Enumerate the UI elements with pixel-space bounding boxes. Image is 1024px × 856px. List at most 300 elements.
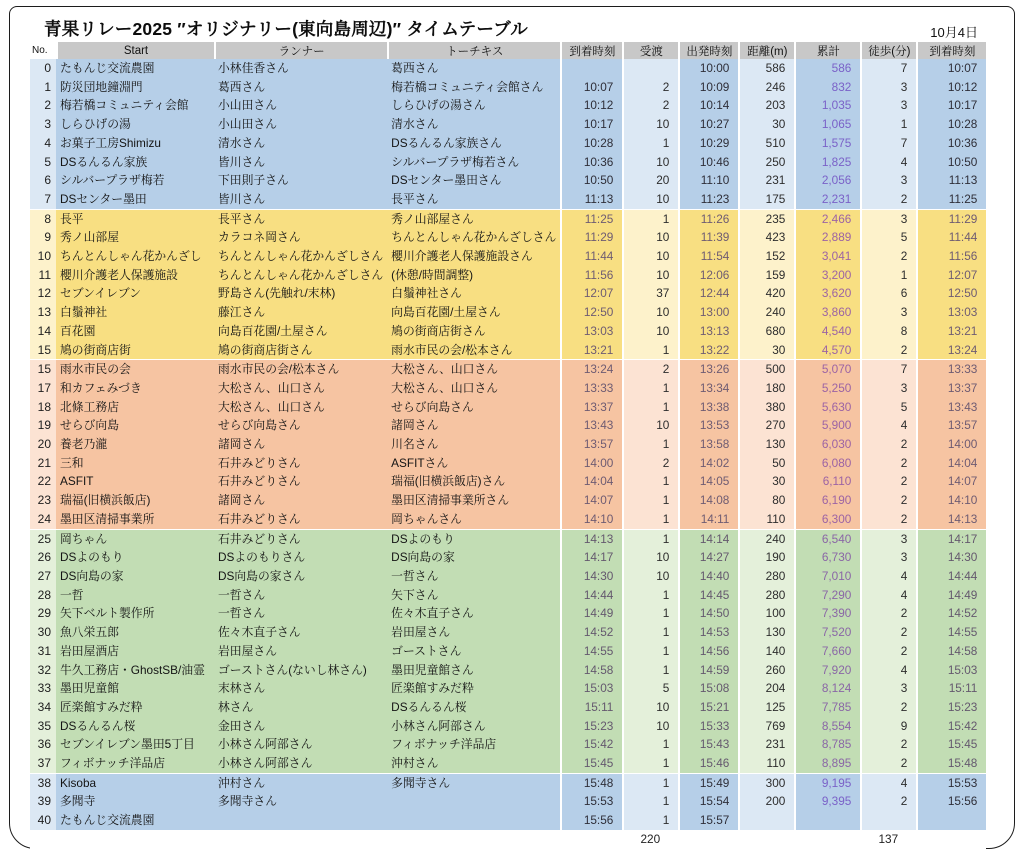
cell-dist: 50 [738,454,794,473]
cell-torch: DSるんるん桜 [387,698,560,717]
cell-handover: 1 [622,754,678,773]
cell-start: 匠楽館すみだ粋 [56,698,214,717]
cell-handover: 10 [622,303,678,322]
cell-walk: 2 [860,604,916,623]
cell-runner: 一哲さん [214,604,387,623]
cell-dist: 100 [738,604,794,623]
cell-arrive2: 11:44 [916,228,986,247]
cell-runner: 佐々木直子さん [214,623,387,642]
cell-arrive2: 15:45 [916,735,986,754]
cell-arrive1: 10:17 [560,115,622,134]
cell-cum: 6,080 [794,454,860,473]
cell-arrive2: 14:04 [916,454,986,473]
cell-torch: 多聞寺さん [387,773,560,793]
table-row [30,341,986,360]
cell-handover: 10 [622,190,678,209]
cell-runner: 皆川さん [214,153,387,172]
cell-torch: 向島百花園/土屋さん [387,303,560,322]
cell-cum: 6,540 [794,529,860,549]
cell-cum: 586 [794,59,860,78]
cell-torch: 墨田区清掃事業所さん [387,491,560,510]
cell-dist: 250 [738,153,794,172]
cell-dist: 420 [738,284,794,303]
cell-depart: 13:22 [678,341,738,360]
cell-start: 櫻川介護老人保護施設 [56,266,214,285]
cell-arrive1: 14:10 [560,510,622,529]
table-row [30,679,986,698]
cell-runner: ゴーストさん(ないし林さん) [214,661,387,680]
cell-depart: 11:54 [678,247,738,266]
table-row [30,322,986,341]
cell-arrive1: 10:28 [560,134,622,153]
cell-arrive1: 14:04 [560,472,622,491]
cell-walk: 3 [860,679,916,698]
cell-walk: 1 [860,115,916,134]
table-row [30,266,986,285]
cell-start: 和カフェみづき [56,379,214,398]
cell-no: 4 [30,134,56,153]
cell-handover [622,59,678,78]
cell-arrive1: 13:43 [560,416,622,435]
cell-start: DSるんるん家族 [56,153,214,172]
cell-start: 多聞寺 [56,792,214,811]
cell-arrive2: 14:58 [916,642,986,661]
cell-arrive2: 15:56 [916,792,986,811]
cell-no: 24 [30,510,56,529]
cell-no: 37 [30,754,56,773]
cell-arrive2: 11:56 [916,247,986,266]
cell-torch: (休憩/時間調整) [387,266,560,285]
cell-dist [738,811,794,830]
cell-depart: 14:27 [678,548,738,567]
cell-dist: 231 [738,171,794,190]
cell-start: 北條工務店 [56,398,214,417]
cell-cum: 2,056 [794,171,860,190]
cell-arrive2: 14:52 [916,604,986,623]
cell-arrive1: 13:03 [560,322,622,341]
cell-arrive2: 15:03 [916,661,986,680]
cell-handover: 10 [622,153,678,172]
cell-depart: 10:00 [678,59,738,78]
cell-cum: 3,860 [794,303,860,322]
cell-arrive1: 15:48 [560,773,622,793]
cell-arrive1: 10:36 [560,153,622,172]
cell-dist: 180 [738,379,794,398]
cell-no: 34 [30,698,56,717]
cell-arrive1: 11:25 [560,209,622,229]
cell-torch: しらひげの湯さん [387,96,560,115]
title-bar [44,16,984,41]
total-empty-cell [678,830,738,849]
cell-start: 矢下ベルト製作所 [56,604,214,623]
cell-no: 38 [30,773,56,793]
cell-arrive2: 12:50 [916,284,986,303]
cell-no: 26 [30,548,56,567]
cell-torch: 雨水市民の会/松本さん [387,341,560,360]
cell-arrive1: 14:00 [560,454,622,473]
cell-walk: 6 [860,284,916,303]
cell-depart: 13:26 [678,359,738,379]
cell-handover: 10 [622,115,678,134]
cell-start: 雨水市民の会 [56,359,214,379]
cell-depart: 14:59 [678,661,738,680]
cell-depart: 11:39 [678,228,738,247]
cell-depart: 14:02 [678,454,738,473]
cell-no: 36 [30,735,56,754]
cell-dist: 140 [738,642,794,661]
cell-handover: 1 [622,491,678,510]
cell-no: 12 [30,284,56,303]
table-row [30,604,986,623]
cell-torch: 大松さん、山口さん [387,359,560,379]
cell-handover: 1 [622,642,678,661]
cell-arrive2: 15:11 [916,679,986,698]
cell-no: 28 [30,586,56,605]
cell-handover: 10 [622,266,678,285]
cell-depart: 14:14 [678,529,738,549]
cell-no: 21 [30,454,56,473]
cell-start: ASFIT [56,472,214,491]
cell-walk: 4 [860,153,916,172]
table-row [30,115,986,134]
cell-cum: 6,030 [794,435,860,454]
cell-runner: せらび向島さん [214,416,387,435]
cell-walk: 4 [860,416,916,435]
cell-torch [387,811,560,830]
cell-walk: 2 [860,623,916,642]
table-row [30,228,986,247]
cell-runner: 雨水市民の会/松本さん [214,359,387,379]
cell-runner [214,811,387,830]
cell-walk: 2 [860,247,916,266]
cell-no: 39 [30,792,56,811]
cell-depart: 14:53 [678,623,738,642]
cell-arrive1: 15:56 [560,811,622,830]
cell-arrive2: 14:55 [916,623,986,642]
cell-walk: 4 [860,586,916,605]
timetable [30,42,986,849]
cell-runner: 皆川さん [214,190,387,209]
cell-cum: 1,825 [794,153,860,172]
cell-arrive1: 14:13 [560,529,622,549]
cell-arrive2: 13:57 [916,416,986,435]
table-row [30,171,986,190]
table-row [30,303,986,322]
cell-depart: 14:11 [678,510,738,529]
cell-arrive2: 13:03 [916,303,986,322]
cell-walk: 2 [860,698,916,717]
cell-no: 2 [30,96,56,115]
cell-handover: 20 [622,171,678,190]
total-empty-cell [56,830,214,849]
cell-depart: 11:23 [678,190,738,209]
cell-arrive2: 10:36 [916,134,986,153]
cell-runner: 石井みどりさん [214,529,387,549]
cell-runner: 岩田屋さん [214,642,387,661]
cell-handover: 2 [622,359,678,379]
cell-depart: 15:08 [678,679,738,698]
table-row [30,567,986,586]
cell-walk: 3 [860,379,916,398]
cell-arrive2: 13:24 [916,341,986,360]
cell-arrive1: 13:57 [560,435,622,454]
cell-runner: カラコネ岡さん [214,228,387,247]
cell-depart: 13:00 [678,303,738,322]
cell-runner: 下田則子さん [214,171,387,190]
cell-arrive2: 10:50 [916,153,986,172]
cell-runner: 多聞寺さん [214,792,387,811]
cell-arrive1: 11:56 [560,266,622,285]
cell-arrive1: 14:52 [560,623,622,642]
cell-arrive1: 14:07 [560,491,622,510]
cell-arrive1: 15:23 [560,717,622,736]
table-row [30,754,986,773]
cell-cum: 5,900 [794,416,860,435]
cell-runner: ちんとんしゃん花かんざしさん [214,266,387,285]
cell-dist: 159 [738,266,794,285]
cell-runner: 諸岡さん [214,491,387,510]
cell-walk: 3 [860,78,916,97]
total-empty-cell [30,830,56,849]
cell-no: 40 [30,811,56,830]
cell-dist: 510 [738,134,794,153]
cell-cum: 1,065 [794,115,860,134]
table-row [30,661,986,680]
cell-arrive1: 15:53 [560,792,622,811]
cell-start: 岩田屋酒店 [56,642,214,661]
cell-torch [387,792,560,811]
cell-arrive2: 15:23 [916,698,986,717]
cell-depart: 13:34 [678,379,738,398]
col-header-handover: 受渡 [622,42,678,59]
cell-torch: 諸岡さん [387,416,560,435]
cell-depart: 11:10 [678,171,738,190]
table-row [30,472,986,491]
cell-depart: 15:43 [678,735,738,754]
cell-no: 23 [30,491,56,510]
cell-torch: DSよのもり [387,529,560,549]
cell-torch: 岡ちゃんさん [387,510,560,529]
cell-runner: 金田さん [214,717,387,736]
cell-walk: 3 [860,171,916,190]
cell-handover: 5 [622,679,678,698]
cell-no: 19 [30,416,56,435]
cell-torch: 小林さん阿部さん [387,717,560,736]
cell-start: 百花園 [56,322,214,341]
cell-depart: 10:09 [678,78,738,97]
table-row [30,510,986,529]
cell-start: しらひげの湯 [56,115,214,134]
cell-handover: 1 [622,811,678,830]
table-row [30,284,986,303]
table-row [30,359,986,379]
table-row [30,586,986,605]
cell-torch: 岩田屋さん [387,623,560,642]
total-empty-cell [794,830,860,849]
cell-runner: 野島さん(先触れ/末林) [214,284,387,303]
cell-dist: 200 [738,792,794,811]
table-row [30,416,986,435]
cell-no: 7 [30,190,56,209]
cell-arrive2: 11:25 [916,190,986,209]
cell-walk: 7 [860,134,916,153]
cell-cum: 5,070 [794,359,860,379]
cell-handover: 10 [622,228,678,247]
cell-dist: 203 [738,96,794,115]
cell-arrive1: 14:58 [560,661,622,680]
cell-depart: 13:53 [678,416,738,435]
cell-arrive1: 10:12 [560,96,622,115]
col-header-arrive2: 到着時刻 [916,42,986,59]
page-date: 10月4日 [930,25,978,40]
cell-walk: 9 [860,717,916,736]
cell-depart: 10:14 [678,96,738,115]
cell-arrive2: 14:07 [916,472,986,491]
cell-cum: 1,035 [794,96,860,115]
cell-no: 0 [30,59,56,78]
cell-torch: 一哲さん [387,567,560,586]
cell-walk: 2 [860,754,916,773]
cell-start: フィボナッチ洋品店 [56,754,214,773]
cell-depart: 13:38 [678,398,738,417]
cell-runner: 大松さん、山口さん [214,379,387,398]
cell-walk: 2 [860,792,916,811]
cell-no: 17 [30,379,56,398]
cell-start: DSセンター墨田 [56,190,214,209]
cell-no: 25 [30,529,56,549]
cell-start: 梅若橋コミュニティ会館 [56,96,214,115]
cell-handover: 10 [622,548,678,567]
cell-arrive2: 11:13 [916,171,986,190]
col-header-start: Start [56,42,214,59]
cell-runner: 清水さん [214,134,387,153]
cell-runner: 葛西さん [214,78,387,97]
cell-cum: 7,660 [794,642,860,661]
cell-torch: 葛西さん [387,59,560,78]
cell-cum: 4,540 [794,322,860,341]
cell-depart: 15:33 [678,717,738,736]
cell-start: シルバープラザ梅若 [56,171,214,190]
cell-walk: 4 [860,567,916,586]
cell-dist: 300 [738,773,794,793]
cell-cum: 7,010 [794,567,860,586]
table-row [30,792,986,811]
cell-start: 秀ノ山部屋 [56,228,214,247]
cell-arrive2: 13:37 [916,379,986,398]
cell-cum: 8,554 [794,717,860,736]
cell-arrive1: 13:24 [560,359,622,379]
cell-dist: 240 [738,303,794,322]
cell-arrive2: 10:12 [916,78,986,97]
cell-cum: 4,570 [794,341,860,360]
cell-walk: 2 [860,454,916,473]
cell-runner: 諸岡さん [214,435,387,454]
cell-dist: 500 [738,359,794,379]
cell-runner: 鳩の街商店街さん [214,341,387,360]
cell-start: たもんじ交流農園 [56,59,214,78]
cell-walk: 2 [860,735,916,754]
table-row [30,642,986,661]
cell-dist: 280 [738,567,794,586]
total-empty-cell [560,830,622,849]
cell-walk: 2 [860,435,916,454]
table-row [30,209,986,229]
table-row [30,698,986,717]
cell-dist: 152 [738,247,794,266]
cell-start: たもんじ交流農園 [56,811,214,830]
cell-no: 1 [30,78,56,97]
cell-depart: 14:56 [678,642,738,661]
cell-cum: 6,730 [794,548,860,567]
cell-arrive2: 11:29 [916,209,986,229]
cell-arrive1: 13:21 [560,341,622,360]
cell-walk: 2 [860,341,916,360]
cell-runner: DS向島の家さん [214,567,387,586]
cell-dist: 231 [738,735,794,754]
cell-walk: 4 [860,661,916,680]
cell-start: 長平 [56,209,214,229]
table-row [30,153,986,172]
cell-depart: 15:21 [678,698,738,717]
cell-start: 岡ちゃん [56,529,214,549]
cell-torch: 梅若橋コミュニティ会館さん [387,78,560,97]
cell-start: 瑞福(旧横浜飯店) [56,491,214,510]
cell-runner: 大松さん、山口さん [214,398,387,417]
cell-dist: 30 [738,115,794,134]
col-header-depart: 出発時刻 [678,42,738,59]
cell-cum: 1,575 [794,134,860,153]
cell-start: 鳩の街商店街 [56,341,214,360]
cell-no: 6 [30,171,56,190]
cell-dist: 204 [738,679,794,698]
cell-cum: 9,395 [794,792,860,811]
cell-cum: 5,630 [794,398,860,417]
cell-cum: 6,110 [794,472,860,491]
cell-cum: 6,300 [794,510,860,529]
cell-cum: 6,190 [794,491,860,510]
cell-runner: 長平さん [214,209,387,229]
table-row [30,623,986,642]
cell-no: 10 [30,247,56,266]
col-header-dist: 距離(m) [738,42,794,59]
table-row [30,773,986,793]
cell-walk: 2 [860,491,916,510]
cell-depart: 14:50 [678,604,738,623]
cell-handover: 1 [622,661,678,680]
cell-no: 15 [30,359,56,379]
cell-runner: DSよのもりさん [214,548,387,567]
cell-cum: 7,290 [794,586,860,605]
cell-torch: 墨田児童館さん [387,661,560,680]
total-empty-cell [214,830,387,849]
cell-arrive2: 14:17 [916,529,986,549]
cell-depart: 11:26 [678,209,738,229]
cell-runner: 末林さん [214,679,387,698]
cell-handover: 2 [622,96,678,115]
cell-walk: 2 [860,642,916,661]
cell-torch: ASFITさん [387,454,560,473]
cell-torch: 匠楽館すみだ粋 [387,679,560,698]
cell-torch: 清水さん [387,115,560,134]
cell-arrive2: 13:43 [916,398,986,417]
cell-cum: 2,889 [794,228,860,247]
cell-cum: 3,620 [794,284,860,303]
cell-torch: DSるんるん家族さん [387,134,560,153]
cell-no: 11 [30,266,56,285]
cell-arrive2: 14:13 [916,510,986,529]
cell-arrive1: 15:11 [560,698,622,717]
cell-handover: 1 [622,623,678,642]
